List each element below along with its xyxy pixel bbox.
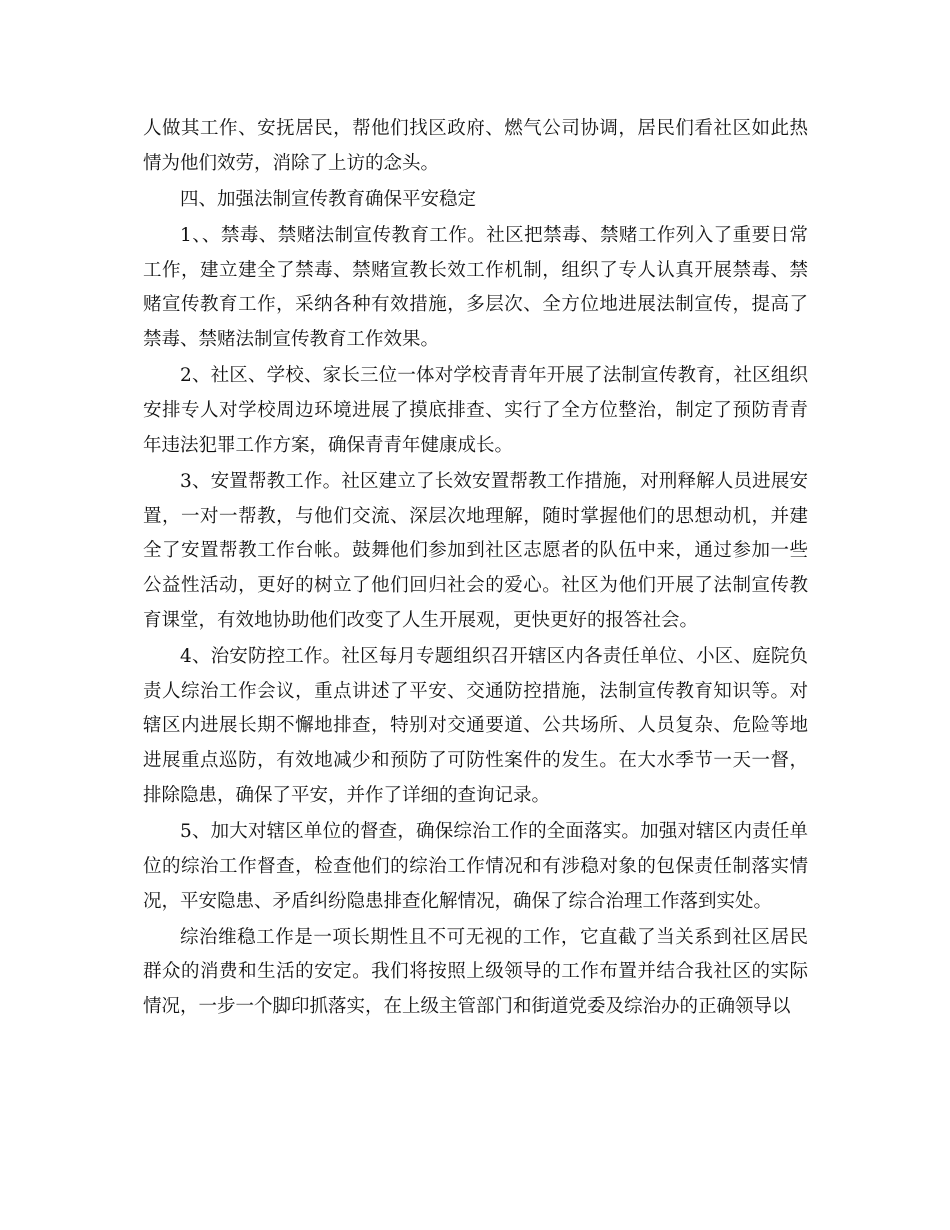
section-heading-four: 四、加强法制宣传教育确保平安稳定 <box>180 188 477 210</box>
paragraph-item-2: 2、社区、学校、家长三位一体对学校青青年开展了法制宣传教育，社区组织安排专人对学校周边环境进展了摸底排查、实行了全方位整治，制定了预防青青年违法犯罪工作方案，确保青青年健康成长。 <box>143 365 808 456</box>
paragraph-item-4: 4、治安防控工作。社区每月专题组织召开辖区内各责任单位、小区、庭院负责人综治工作会议，重点讲述了平安、交通防控措施，法制宣传教育知识等。对辖区内进展长期不懈地排查，特别对交通要道、公共场所、人员复杂、危险等地进展重点巡防，有效地减少和预防了可防性案件的发生。在大水季节一天一督，排除隐患，确保了平安，并作了详细的查询记录。 <box>143 645 808 807</box>
paragraph-continuation: 人做其工作、安抚居民，帮他们找区政府、燃气公司协调，居民们看社区如此热情为他们效劳，消除了上访的念头。 <box>143 118 808 174</box>
paragraph-conclusion: 综治维稳工作是一项长期性且不可无视的工作，它直截了当关系到社区居民群众的消费和生活的安定。我们将按照上级领导的工作布置并结合我社区的实际情况，一步一个脚印抓落实，在上级主管部门和街道党委及综治办的正确领导以 <box>143 926 808 1018</box>
paragraph-item-5: 5、加大对辖区单位的督查，确保综治工作的全面落实。加强对辖区内责任单位的综治工作督查，检查他们的综治工作情况和有涉稳对象的包保责任制落实情况，平安隐患、矛盾纠纷隐患排查化解情况，确保了综合治理工作落到实处。 <box>143 821 808 912</box>
document-body <box>143 112 808 1026</box>
paragraph-item-3: 3、安置帮教工作。社区建立了长效安置帮教工作措施，对刑释解人员进展安置，一对一帮教，与他们交流、深层次地理解，随时掌握他们的思想动机，并建全了安置帮教工作台帐。鼓舞他们参加到社区志愿者的队伍中来，通过参加一些公益性活动，更好的树立了他们回归社会的爱心。社区为他们开展了法制宣传教育课堂，有效地协助他们改变了人生开展观，更快更好的报答社会。 <box>143 470 808 631</box>
paragraph-item-1: 1、、禁毒、禁赌法制宣传教育工作。社区把禁毒、禁赌工作列入了重要日常工作，建立建全了禁毒、禁赌宣教长效工作机制，组织了专人认真开展禁毒、禁赌宣传教育工作，采纳各种有效措施，多层次、全方位地进展法制宣传，提高了禁毒、禁赌法制宣传教育工作效果。 <box>143 224 808 351</box>
